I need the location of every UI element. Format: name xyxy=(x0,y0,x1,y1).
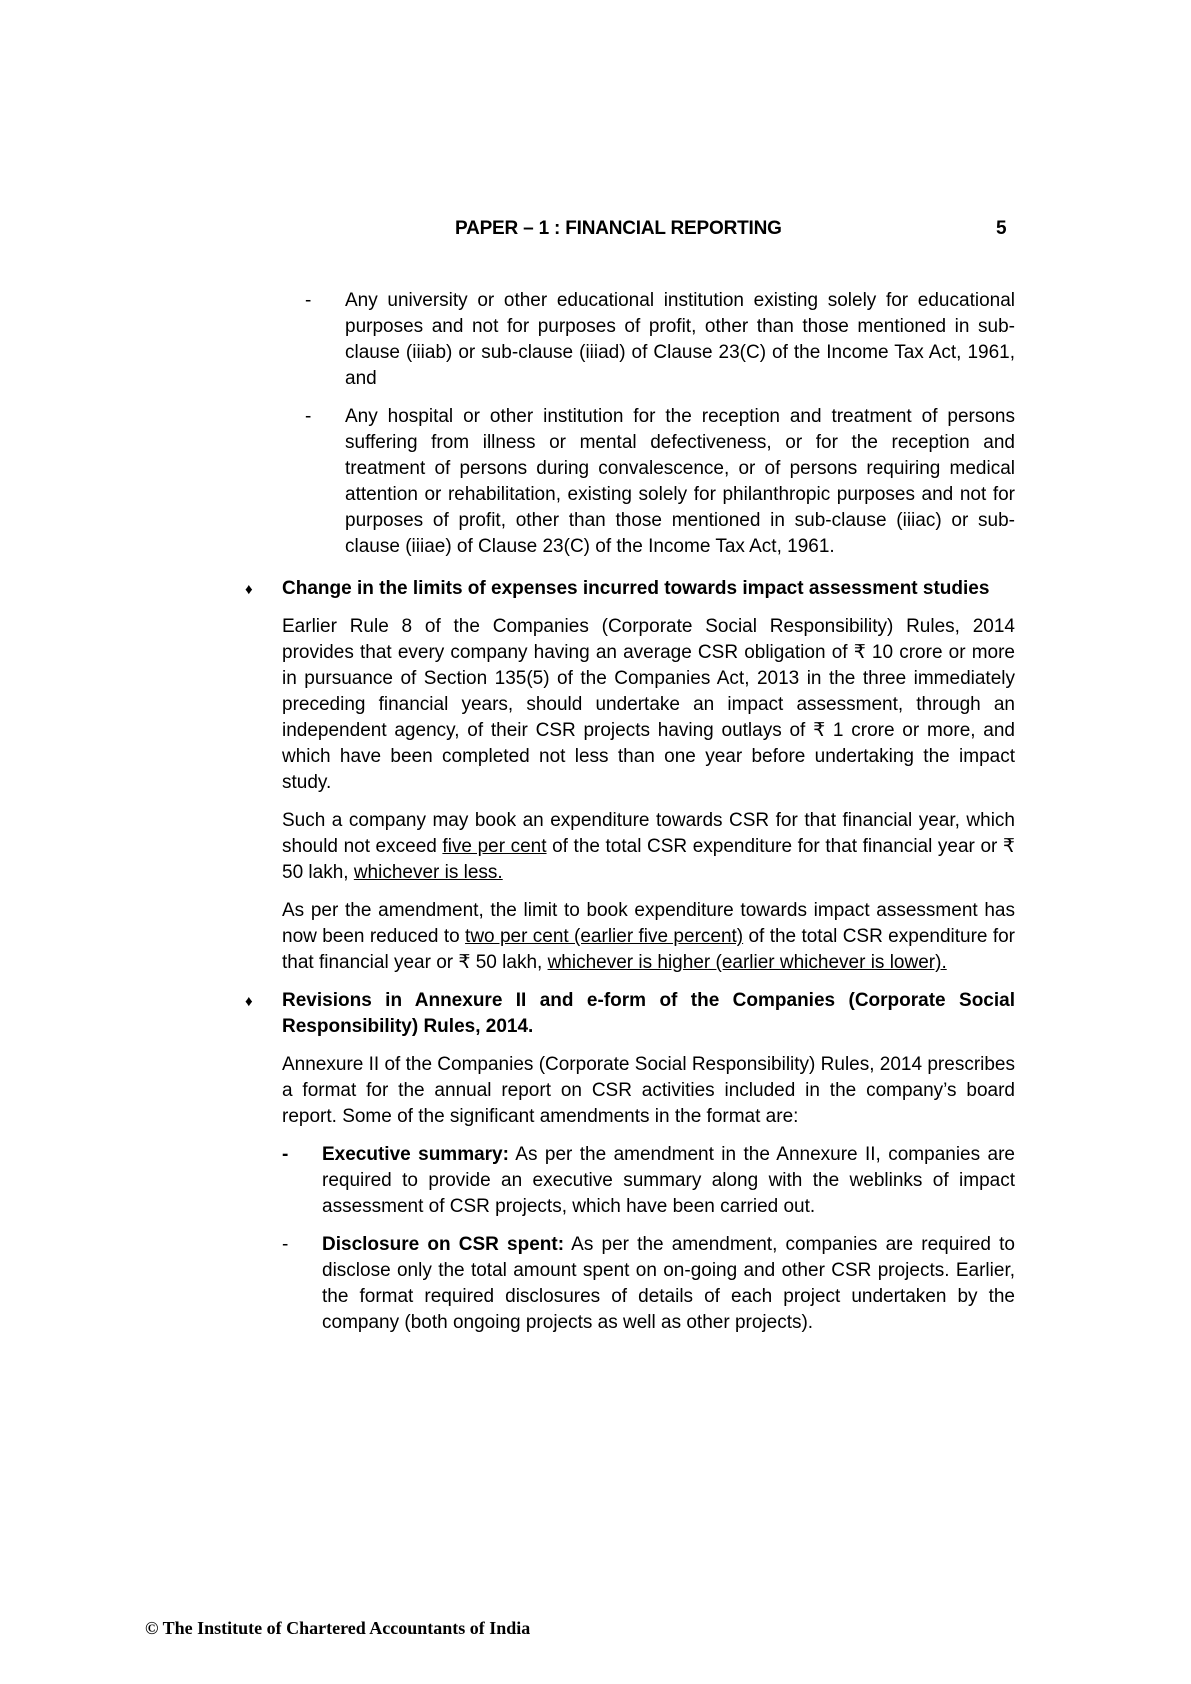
page-header xyxy=(0,214,1191,244)
section-impact-assessment xyxy=(245,576,1016,976)
page-number: 5 xyxy=(996,218,1007,239)
page-content xyxy=(245,288,1016,1348)
list-item-text: Any university or other educational institution existing solely for educational purposes and not for purposes of profit, other than those mentioned in sub-clause (iiiab) or sub-clause (iiiad) of Clause 23(C) of the Income Tax Act, 1961, and xyxy=(345,290,1015,389)
paragraph: As per the amendment, the limit to book expenditure towards impact assessment has now been reduced to two per cent (earlier five percent) of the total CSR expenditure for that financial year or ₹ 50 lakh, whichever is higher (earlier whichever is lower). xyxy=(282,900,1015,973)
section-annexure-revisions xyxy=(245,988,1015,1336)
paragraph: Such a company may book an expenditure towards CSR for that financial year, which should not exceed five per cent of the total CSR expenditure for that financial year or ₹ 50 lakh, whichever is less. xyxy=(282,810,1016,883)
section-heading: Revisions in Annexure II and e-form of the Companies (Corporate Social Responsibility) Rules, 2014. xyxy=(282,990,1015,1037)
copyright-footer: © The Institute of Chartered Accountants of India xyxy=(145,1618,531,1638)
paragraph: Earlier Rule 8 of the Companies (Corporate Social Responsibility) Rules, 2014 provides that every company having an average CSR obligation of ₹ 10 crore or more in pursuance of Section 135(5) of the Companies Act, 2013 in the three immediately preceding financial years, should undertake an impact assessment, through an independent agency, of their CSR projects having outlays of ₹ 1 crore or more, and which have been completed not less than one year before undertaking the impact study. xyxy=(282,616,1015,793)
list-item xyxy=(282,1142,1015,1220)
paragraph: Annexure II of the Companies (Corporate Social Responsibility) Rules, 2014 prescribes a format for the annual report on CSR activities included in the company’s board report. Some of the significant amendments in the format are: xyxy=(282,1054,1015,1127)
page-title: PAPER – 1 : FINANCIAL REPORTING xyxy=(455,218,782,239)
diamond-bullet-icon: ♦ xyxy=(245,993,253,1010)
list-item-text: Any hospital or other institution for the reception and treatment of persons suffering from illness or mental defectiveness, or for the reception and treatment of persons during convalescence, or of persons requiring medical attention or rehabilitation, existing solely for philanthropic purposes and not for purposes of profit, other than those mentioned in sub-clause (iiiac) or sub-clause (iiiae) of Clause 23(C) of the Income Tax Act, 1961. xyxy=(345,406,1015,557)
dash-marker: - xyxy=(305,290,312,311)
section-heading: Change in the limits of expenses incurred towards impact assessment studies xyxy=(282,578,990,599)
dash-marker: - xyxy=(282,1234,289,1255)
list-item-text: Executive summary: As per the amendment in the Annexure II, companies are required to provide an executive summary along with the weblinks of impact assessment of CSR projects, which have been carried out. xyxy=(322,1144,1015,1217)
diamond-bullet-icon: ♦ xyxy=(245,581,253,598)
list-item xyxy=(265,288,1015,392)
list-item xyxy=(282,1232,1015,1336)
dash-marker: - xyxy=(305,406,312,427)
dash-marker: - xyxy=(282,1144,289,1165)
list-item xyxy=(265,404,1015,560)
list-item-text: Disclosure on CSR spent: As per the amendment, companies are required to disclose only the total amount spent on on-going and other CSR projects. Earlier, the format required disclosures of details of each project undertaken by the company (both ongoing projects as well as other projects). xyxy=(322,1234,1015,1333)
